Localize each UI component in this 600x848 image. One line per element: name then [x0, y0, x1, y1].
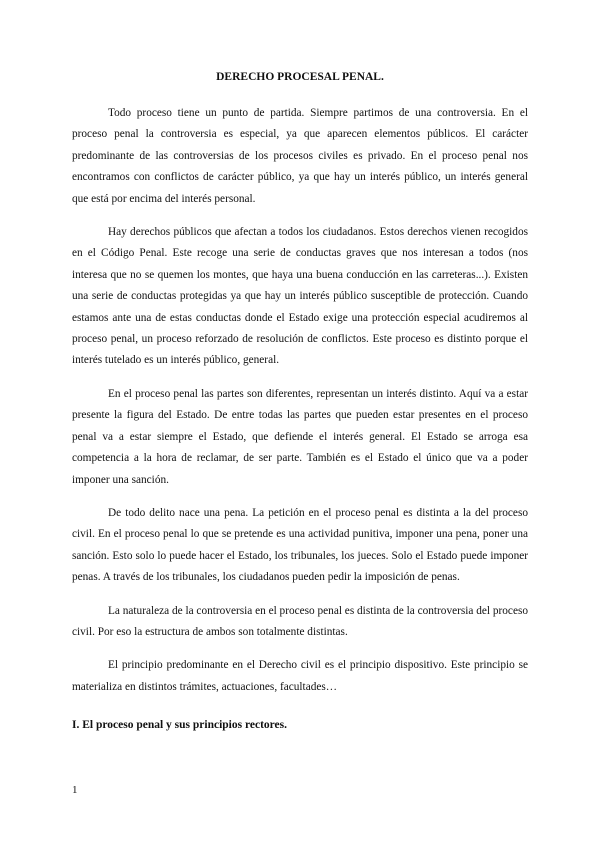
paragraph-3: En el proceso penal las partes son diferentes, representan un interés distinto. Aquí va a estar presente la figura del Estado. De entre todas las partes que pueden estar presentes en el proceso penal va a estar siempre el Estado, que defiende el interés general. El Estado se arroga esa competencia a la hora de reclamar, de ser parte. También es el Estado el único que va a poder imponer una sanción.: [72, 387, 528, 486]
page-number: 1: [72, 784, 78, 796]
paragraph-6: El principio predominante en el Derecho civil es el principio dispositivo. Este principio se materializa en distintos trámites, actuaciones, facultades…: [72, 659, 528, 693]
section-heading: I. El proceso penal y sus principios rectores.: [72, 719, 287, 732]
paragraph-1: Todo proceso tiene un punto de partida. Siempre partimos de una controversia. En el proceso penal la controversia es especial, ya que aparecen elementos públicos. El carácter predominante de las controversias de los procesos civiles es privado. En el proceso penal nos encontramos con conflictos de carácter público, ya que hay un interés público, un interés general que está por encima del interés personal.: [72, 107, 528, 205]
document-title: DERECHO PROCESAL PENAL.: [216, 71, 384, 83]
paragraph-2: Hay derechos públicos que afectan a todos los ciudadanos. Estos derechos vienen recogidos en el Código Penal. Este recoge una serie de conductas graves que nos interesan a todos (nos interesa que no se quemen los montes, que haya una buena conducción en las carreteras...). Existen una serie de conductas protegidas ya que hay un interés público susceptible de protección. Cuando estamos ante una de estas conductas donde el Estado exige una protección especial acudiremos al proceso penal, un proceso reforzado de resolución de conflictos. Este proceso es distinto porque el interés tutelado es un interés público, general.: [72, 226, 528, 367]
paragraph-4: De todo delito nace una pena. La petición en el proceso penal es distinta a la del proceso civil. En el proceso penal lo que se pretende es una actividad punitiva, imponer una pena, poner una sanción. Esto solo lo puede hacer el Estado, los tribunales, los jueces. Solo el Estado puede imponer penas. A través de los tribunales, los ciudadanos pueden pedir la imposición de penas.: [72, 506, 528, 584]
paragraph-5: La naturaleza de la controversia en el proceso penal es distinta de la controversia del proceso civil. Por eso la estructura de ambos son totalmente distintas.: [72, 604, 528, 638]
document-body: [72, 103, 528, 734]
